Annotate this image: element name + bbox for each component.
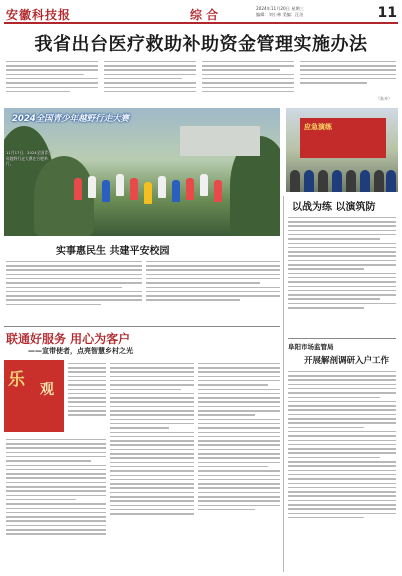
campus-article-title: 实事惠民生 共建平安校园	[56, 246, 170, 257]
market-article-body	[288, 368, 396, 572]
section-name: 综 合	[190, 8, 219, 22]
editor-line: 编辑：刘小林 美编：汪洁	[256, 12, 304, 17]
section-divider-left	[4, 326, 280, 327]
banner-photo	[4, 108, 280, 236]
unicom-article-subtitle: ——宣带使者，点亮智慧乡村之光	[28, 346, 133, 355]
unicom-article-title: 联通好服务 用心为客户	[6, 332, 131, 346]
unicom-column-2	[110, 360, 194, 572]
banner-caption: 2024全国青少年越野行走大赛	[12, 114, 130, 124]
drill-photo	[286, 108, 398, 192]
drill-article-body	[288, 214, 396, 334]
paper-name: 安徽科技报	[6, 8, 72, 22]
stage-banner-text: 应急演练	[304, 123, 332, 131]
lead-column-4	[300, 58, 396, 98]
drill-article-title: 以战为练 以演筑防	[292, 202, 376, 213]
unicom-column-3	[198, 360, 280, 572]
page-number: 11	[377, 5, 397, 21]
banner-photo-note: 11月17日，2024全国青少年越野行走大赛在合肥举行。	[6, 150, 52, 166]
date-block	[256, 6, 304, 18]
column-divider	[283, 196, 284, 572]
lead-column-1	[6, 58, 98, 104]
campus-column-2	[146, 258, 280, 322]
unicom-column-1b	[6, 436, 106, 572]
section-divider-right	[288, 338, 396, 339]
calligraphy-art	[4, 360, 64, 432]
art-char-1: 乐	[8, 370, 25, 390]
lead-column-2	[104, 58, 196, 104]
masthead	[4, 4, 398, 24]
lead-byline: （朱卉）	[376, 96, 392, 101]
date-line: 2024年11月20日 星期三	[256, 6, 304, 11]
art-char-2: 观	[40, 382, 54, 398]
market-article-kicker: 阜阳市场监管局	[288, 343, 334, 351]
market-article-title: 开展解剖调研入户工作	[304, 356, 390, 366]
lead-column-3	[202, 58, 294, 104]
lead-headline: 我省出台医疗救助补助资金管理实施办法	[34, 34, 368, 55]
campus-column-1	[6, 258, 142, 322]
